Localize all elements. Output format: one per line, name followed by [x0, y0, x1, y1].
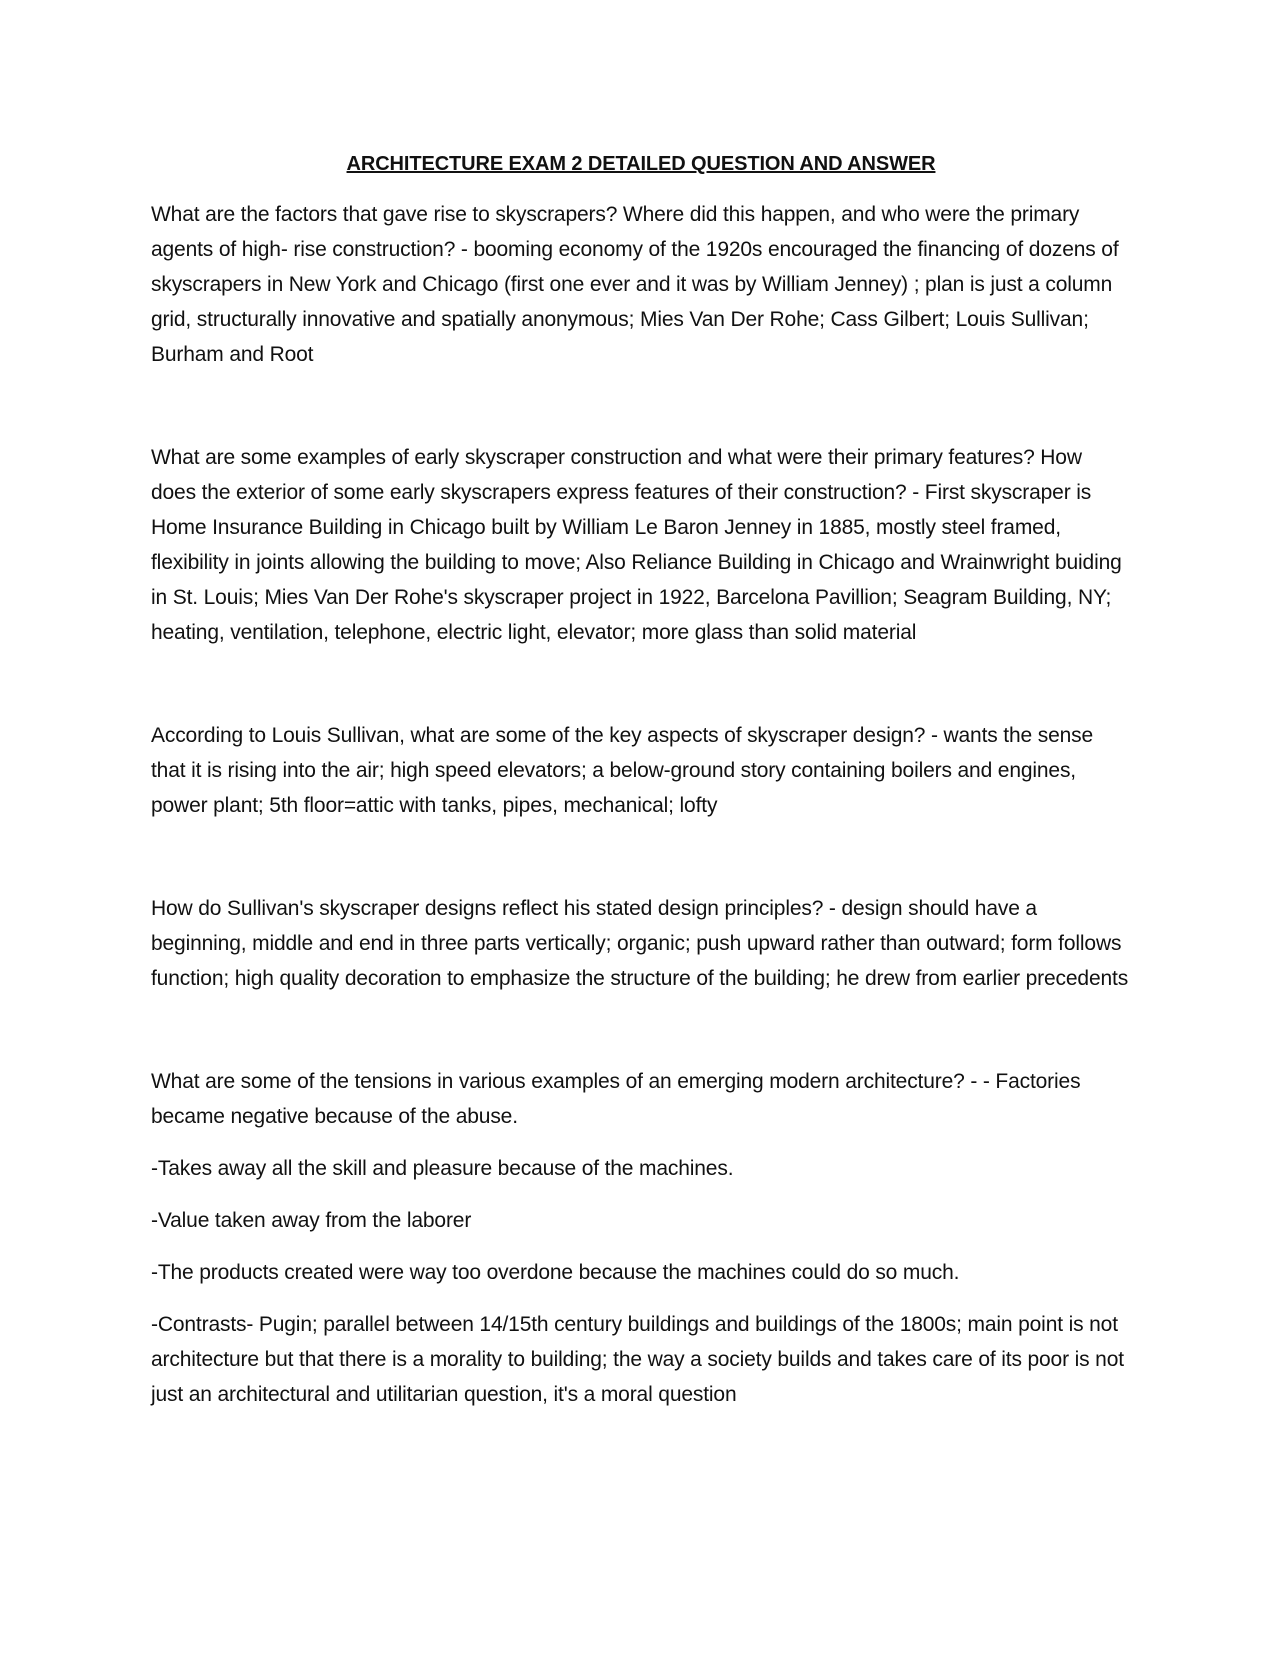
list-item-value-taken: -Value taken away from the laborer	[151, 1209, 472, 1232]
qa-paragraph-1: What are the factors that gave rise to skyscrapers? Where did this happen, and who were the primary agents of high- rise construction? - booming economy of the 1920s encouraged the financing of dozens of skyscrapers in New York and Chicago (first one ever and it was by William Jenney) ; plan is just a column grid, structurally innovative and spatially anonymous; Mies Van Der Rohe; Cass Gilbert; Louis Sullivan; Burham and Root	[151, 203, 1119, 366]
qa-paragraph-5: What are some of the tensions in various examples of an emerging modern architecture? - - Factories became negative because of the abuse.	[151, 1070, 1081, 1128]
qa-paragraph-3: According to Louis Sullivan, what are some of the key aspects of skyscraper design? - wants the sense that it is rising into the air; high speed elevators; a below-ground story containing boilers and engines, power plant; 5th floor=attic with tanks, pipes, mechanical; lofty	[151, 724, 1094, 817]
list-item-products-overdone: -The products created were way too overdone because the machines could do so much.	[151, 1261, 960, 1284]
list-item-takes-away-skill: -Takes away all the skill and pleasure because of the machines.	[151, 1157, 734, 1180]
document-title: ARCHITECTURE EXAM 2 DETAILED QUESTION AND ANSWER	[346, 153, 936, 175]
document-page	[151, 150, 1131, 1412]
qa-paragraph-4: How do Sullivan's skyscraper designs reflect his stated design principles? - design should have a beginning, middle and end in three parts vertically; organic; push upward rather than outward; form follows function; high quality decoration to emphasize the structure of the building; he drew from earlier precedents	[151, 897, 1129, 990]
qa-paragraph-2: What are some examples of early skyscraper construction and what were their primary features? How does the exterior of some early skyscrapers express features of their construction? - First skyscraper is Home Insurance Building in Chicago built by William Le Baron Jenney in 1885, mostly steel framed, flexibility in joints allowing the building to move; Also Reliance Building in Chicago and Wrainwright buiding in St. Louis; Mies Van Der Rohe's skyscraper project in 1922, Barcelona Pavillion; Seagram Building, NY; heating, ventilation, telephone, electric light, elevator; more glass than solid material	[151, 446, 1122, 644]
list-item-contrasts-pugin: -Contrasts- Pugin; parallel between 14/15th century buildings and buildings of the 1800s; main point is not architecture but that there is a morality to building; the way a society builds and takes care of its poor is not just an architectural and utilitarian question, it's a moral question	[151, 1313, 1124, 1406]
